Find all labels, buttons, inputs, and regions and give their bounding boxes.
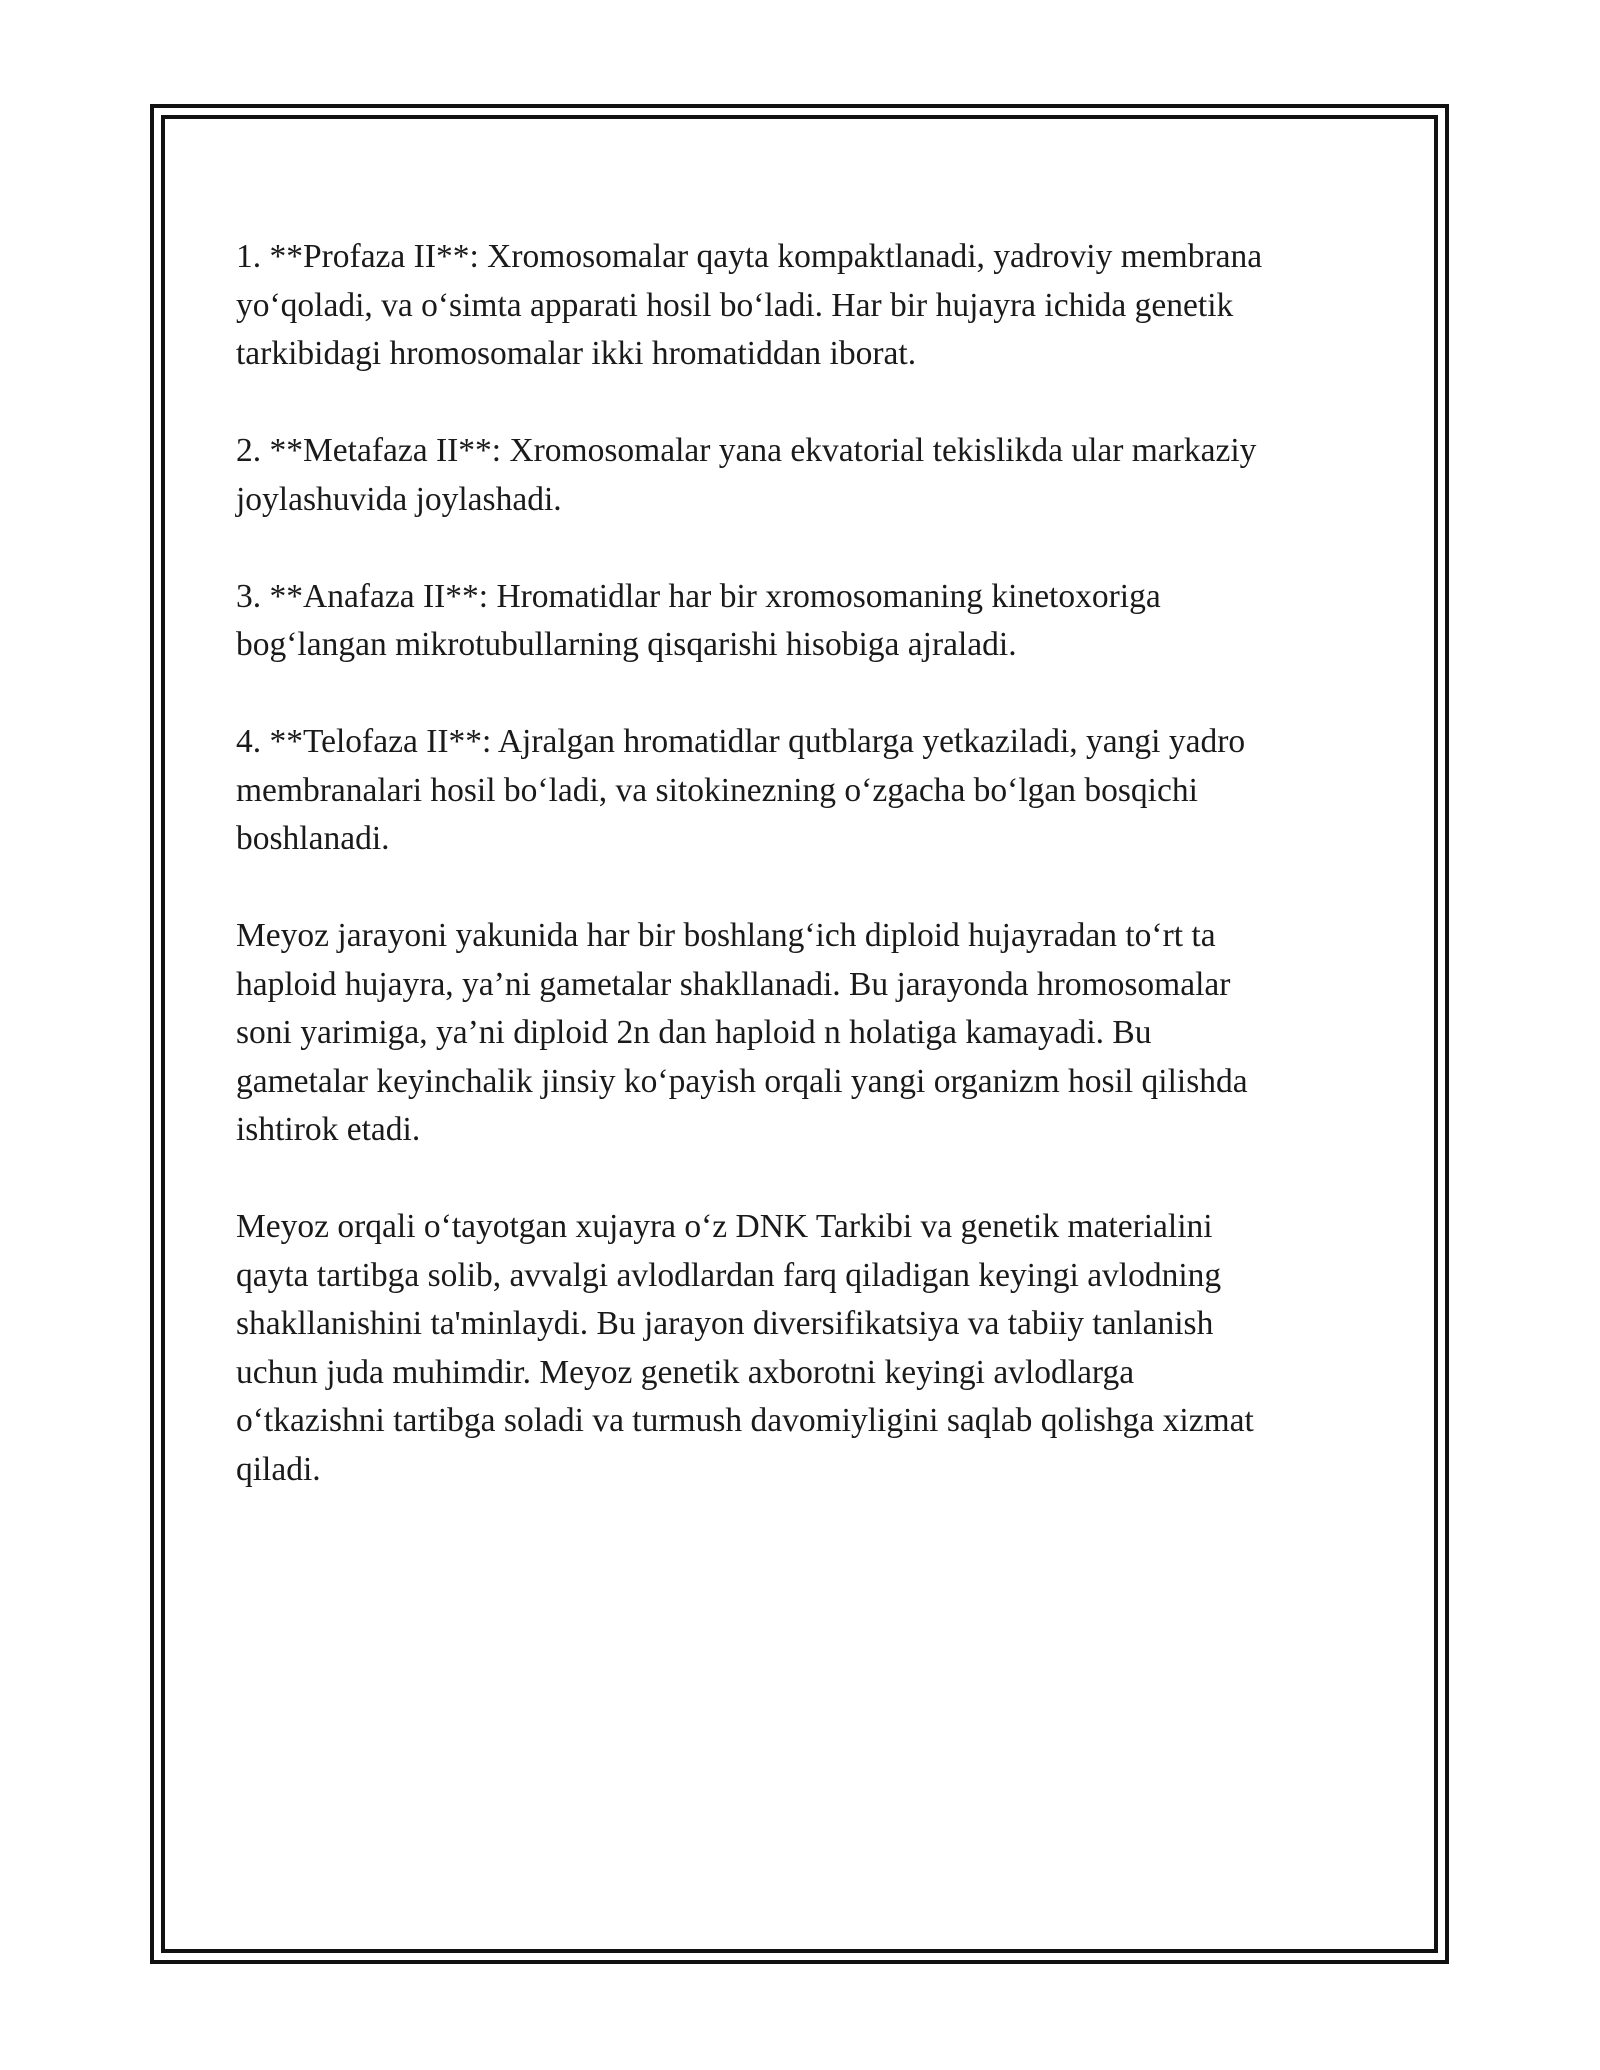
text-line: membranalari hosil bo‘ladi, va sitokinezning o‘zgacha bo‘lgan bosqichi — [236, 771, 1198, 809]
text-line: qiladi. — [236, 1450, 321, 1488]
text-line: 1. **Profaza II**: Xromosomalar qayta kompaktlanadi, yadroviy membrana — [236, 238, 1263, 275]
text-line: joylashuvida joylashadi. — [236, 480, 562, 518]
text-line: tarkibidagi hromosomalar ikki hromatiddan iborat. — [236, 335, 917, 372]
paragraph-metafaza — [236, 427, 1386, 524]
text-line: boshlanadi. — [236, 820, 390, 857]
text-line: gametalar keyinchalik jinsiy ko‘payish orqali yangi organizm hosil qilishda — [236, 1062, 1248, 1100]
text-line: yo‘qoladi, va o‘simta apparati hosil bo‘ladi. Har bir hujayra ichida genetik — [236, 286, 1234, 324]
text-line: shakllanishini ta'minlaydi. Bu jarayon diversifikatsiya va tabiiy tanlanish — [236, 1305, 1214, 1342]
text-line: 2. **Metafaza II**: Xromosomalar yana ekvatorial tekislikda ular markaziy — [236, 432, 1257, 469]
text-line: qayta tartibga solib, avvalgi avlodlardan farq qiladigan keyingi avlodning — [236, 1256, 1222, 1294]
paragraph-profaza — [236, 233, 1386, 379]
text-line: bog‘langan mikrotubullarning qisqarishi hisobiga ajraladi. — [236, 626, 1017, 663]
text-line: uchun juda muhimdir. Meyoz genetik axborotni keyingi avlodlarga — [236, 1353, 1135, 1391]
document-body — [236, 233, 1386, 1543]
paragraph-meyoz-result — [236, 912, 1386, 1155]
text-line: Meyoz jarayoni yakunida har bir boshlang‘ich diploid hujayradan to‘rt ta — [236, 917, 1216, 954]
text-line: 4. **Telofaza II**: Ajralgan hromatidlar qutblarga yetkaziladi, yangi yadro — [236, 723, 1246, 760]
text-line: 3. **Anafaza II**: Hromatidlar har bir xromosomaning kinetoxoriga — [236, 577, 1161, 615]
paragraph-anafaza — [236, 573, 1386, 670]
text-line: haploid hujayra, ya’ni gametalar shakllanadi. Bu jarayonda hromosomalar — [236, 965, 1231, 1003]
text-line: Meyoz orqali o‘tayotgan xujayra o‘z DNK Tarkibi va genetik materialini — [236, 1208, 1213, 1245]
text-line: o‘tkazishni tartibga soladi va turmush davomiyligini saqlab qolishga xizmat — [236, 1402, 1254, 1439]
paragraph-meyoz-significance — [236, 1203, 1386, 1494]
paragraph-telofaza — [236, 718, 1386, 864]
text-line: ishtirok etadi. — [236, 1111, 421, 1148]
text-line: soni yarimiga, ya’ni diploid 2n dan haploid n holatiga kamayadi. Bu — [236, 1014, 1152, 1051]
